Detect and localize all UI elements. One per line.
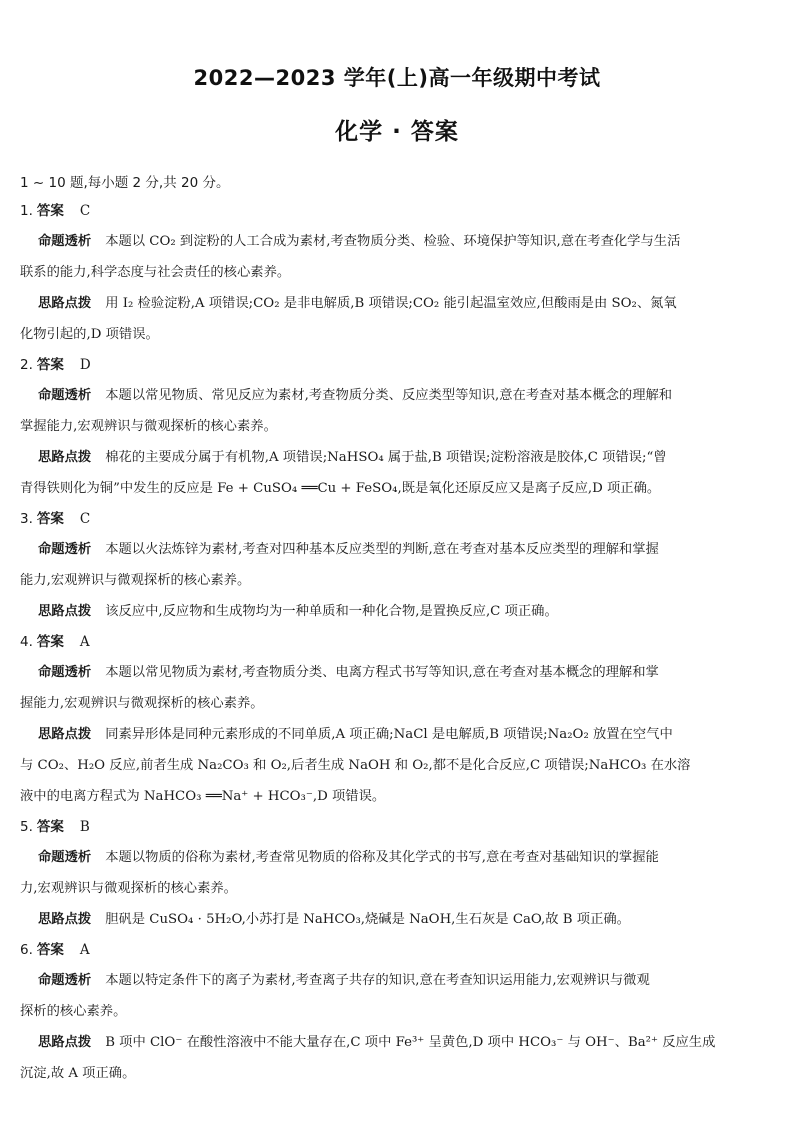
question-header <box>20 812 774 842</box>
question-number: 3. <box>20 511 33 527</box>
question-header <box>20 196 774 226</box>
hint-paragraph <box>20 1027 774 1089</box>
answer-label: 答案 <box>36 634 64 650</box>
question-block <box>20 935 774 1089</box>
question-number: 4. <box>20 634 33 650</box>
question-block <box>20 504 774 627</box>
answer-choice: C <box>79 511 91 527</box>
hint-text-line: 化物引起的,D 项错误。 <box>20 327 159 342</box>
analysis-text-line: 握能力,宏观辨识与微观探析的核心素养。 <box>20 696 264 711</box>
hint-label: 思路点拨 <box>38 296 92 311</box>
answer-label: 答案 <box>36 819 64 835</box>
analysis-text-line: 能力,宏观辨识与微观探析的核心素养。 <box>20 573 251 588</box>
hint-text-line: 胆矾是 CuSO₄ · 5H₂O,小苏打是 NaHCO₃,烧碱是 NaOH,生石灰是 CaO,故 B 项正确。 <box>105 912 630 927</box>
answer-choice: D <box>79 357 91 373</box>
hint-text-line: 沉淀,故 A 项正确。 <box>20 1066 136 1081</box>
analysis-label: 命题透析 <box>38 234 92 249</box>
analysis-text-line: 本题以 CO₂ 到淀粉的人工合成为素材,考查物质分类、检验、环境保护等知识,意在考查化学与生活 <box>105 234 681 249</box>
hint-paragraph <box>20 904 774 935</box>
answer-label: 答案 <box>36 942 64 958</box>
analysis-text-line: 掌握能力,宏观辨识与微观探析的核心素养。 <box>20 419 277 434</box>
analysis-paragraph <box>20 965 774 1027</box>
analysis-label: 命题透析 <box>38 850 92 865</box>
analysis-paragraph <box>20 842 774 904</box>
analysis-text-line: 联系的能力,科学态度与社会责任的核心素养。 <box>20 265 291 280</box>
answer-label: 答案 <box>36 357 64 373</box>
analysis-label: 命题透析 <box>38 542 92 557</box>
hint-paragraph <box>20 442 774 504</box>
question-block <box>20 812 774 935</box>
answer-label: 答案 <box>36 511 64 527</box>
hint-label: 思路点拨 <box>38 604 92 619</box>
answer-choice: B <box>79 819 90 835</box>
hint-text-line: 同素异形体是同种元素形成的不同单质,A 项正确;NaCl 是电解质,B 项错误;Na₂O₂ 放置在空气中 <box>105 727 673 742</box>
exam-subtitle: 化学 · 答案 <box>335 119 459 145</box>
question-number: 1. <box>20 203 33 219</box>
hint-label: 思路点拨 <box>38 912 92 927</box>
hint-label: 思路点拨 <box>38 450 92 465</box>
answer-choice: C <box>79 203 91 219</box>
answer-choice: A <box>79 942 90 958</box>
answer-choice: A <box>79 634 90 650</box>
hint-text-line: 青得铁则化为铜”中发生的反应是 Fe + CuSO₄ ══Cu + FeSO₄,既是氧化还原反应又是离子反应,D 项正确。 <box>20 481 661 496</box>
hint-label: 思路点拨 <box>38 727 92 742</box>
question-block <box>20 350 774 504</box>
analysis-text-line: 本题以常见物质为素材,考查物质分类、电离方程式书写等知识,意在考查对基本概念的理解和掌 <box>105 665 659 680</box>
answer-list <box>20 196 774 1089</box>
hint-text-line: 与 CO₂、H₂O 反应,前者生成 Na₂CO₃ 和 O₂,后者生成 NaOH 和 O₂,都不是化合反应,C 项错误;NaHCO₃ 在水溶 <box>20 758 691 773</box>
analysis-text-line: 力,宏观辨识与微观探析的核心素养。 <box>20 881 237 896</box>
analysis-label: 命题透析 <box>38 973 92 988</box>
question-header <box>20 504 774 534</box>
analysis-paragraph <box>20 657 774 719</box>
hint-text-line: 该反应中,反应物和生成物均为一种单质和一种化合物,是置换反应,C 项正确。 <box>105 604 558 619</box>
exam-title: 2022—2023 学年(上)高一年级期中考试 <box>193 66 601 90</box>
analysis-label: 命题透析 <box>38 665 92 680</box>
hint-label: 思路点拨 <box>38 1035 92 1050</box>
hint-text-line: 棉花的主要成分属于有机物,A 项错误;NaHSO₄ 属于盐,B 项错误;淀粉溶液是胶体,C 项错误;“曾 <box>105 450 667 465</box>
analysis-text-line: 本题以物质的俗称为素材,考查常见物质的俗称及其化学式的书写,意在考查对基础知识的掌握能 <box>105 850 659 865</box>
hint-paragraph <box>20 288 774 350</box>
hint-text-line: 用 I₂ 检验淀粉,A 项错误;CO₂ 是非电解质,B 项错误;CO₂ 能引起温室效应,但酸雨是由 SO₂、氮氧 <box>105 296 677 311</box>
analysis-text-line: 本题以火法炼锌为素材,考查对四种基本反应类型的判断,意在考查对基本反应类型的理解和掌握 <box>105 542 659 557</box>
hint-paragraph <box>20 719 774 812</box>
hint-text-line: B 项中 ClO⁻ 在酸性溶液中不能大量存在,C 项中 Fe³⁺ 呈黄色,D 项中 HCO₃⁻ 与 OH⁻、Ba²⁺ 反应生成 <box>105 1035 716 1050</box>
question-number: 2. <box>20 357 33 373</box>
answer-label: 答案 <box>36 203 64 219</box>
question-header <box>20 935 774 965</box>
analysis-text-line: 本题以常见物质、常见反应为素材,考查物质分类、反应类型等知识,意在考查对基本概念的理解和 <box>105 388 673 403</box>
hint-paragraph <box>20 596 774 627</box>
question-header <box>20 627 774 657</box>
analysis-label: 命题透析 <box>38 388 92 403</box>
question-number: 5. <box>20 819 33 835</box>
hint-text-line: 液中的电离方程式为 NaHCO₃ ══Na⁺ + HCO₃⁻,D 项错误。 <box>20 789 386 804</box>
question-block <box>20 196 774 350</box>
question-block <box>20 627 774 812</box>
analysis-text-line: 本题以特定条件下的离子为素材,考查离子共存的知识,意在考查知识运用能力,宏观辨识与微观 <box>105 973 650 988</box>
analysis-paragraph <box>20 534 774 596</box>
scoring-intro: 1 ~ 10 题,每小题 2 分,共 20 分。 <box>20 175 230 191</box>
question-header <box>20 350 774 380</box>
question-number: 6. <box>20 942 33 958</box>
analysis-paragraph <box>20 226 774 288</box>
analysis-paragraph <box>20 380 774 442</box>
analysis-text-line: 探析的核心素养。 <box>20 1004 127 1019</box>
